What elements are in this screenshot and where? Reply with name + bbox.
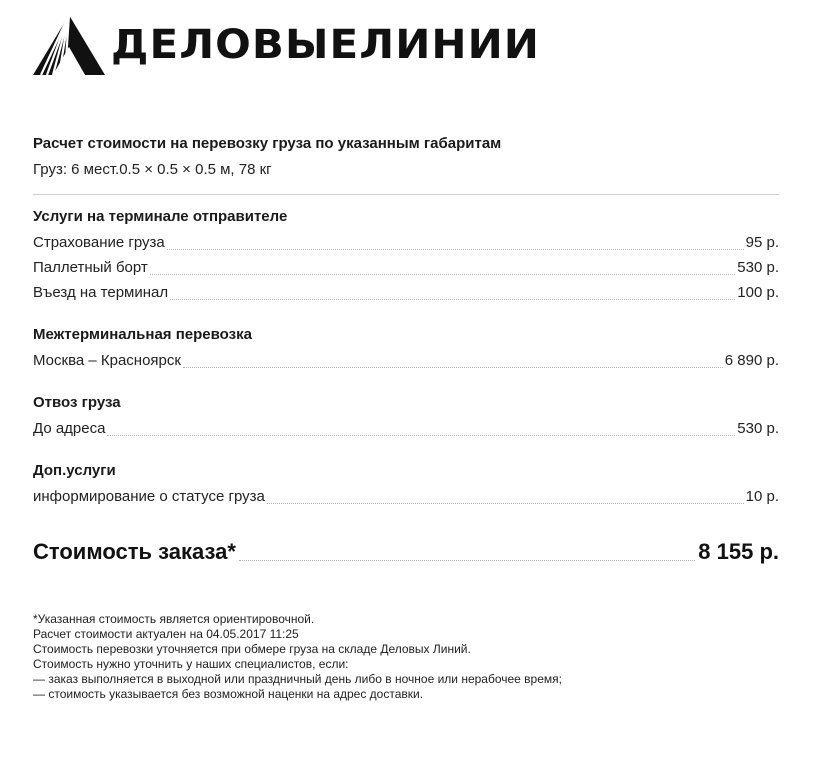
cost-row-terminal-entry: [33, 280, 779, 305]
cost-value: 530 р.: [737, 259, 779, 276]
section-sender-terminal: [33, 207, 779, 305]
cost-label: Страхование груза: [33, 234, 165, 251]
section-title: Доп.услуги: [33, 462, 116, 479]
section-title: Межтерминальная перевозка: [33, 326, 252, 343]
dotted-leader: [239, 559, 695, 561]
cost-row-insurance: [33, 230, 779, 255]
section-delivery: [33, 393, 779, 441]
footnote-line: — стоимость указывается без возможной наценки на адрес доставки.: [33, 687, 424, 701]
cost-row-route: [33, 348, 779, 373]
cargo-description: Груз: 6 мест.0.5 × 0.5 × 0.5 м, 78 кг: [33, 161, 272, 178]
footnotes: [33, 612, 779, 702]
cost-label: До адреса: [33, 420, 106, 437]
dotted-leader: [267, 502, 744, 504]
cost-label: Въезд на терминал: [33, 284, 169, 301]
document-header: [33, 134, 779, 180]
dotted-leader: [150, 273, 736, 275]
order-total: [33, 535, 779, 565]
footnote-line: *Указанная стоимость является ориентировочной.: [33, 612, 315, 626]
logo-wordmark: ДЕЛОВЫЕЛИНИИ: [111, 22, 540, 68]
cost-label: Паллетный борт: [33, 259, 148, 276]
section-title: Услуги на терминале отправителе: [33, 208, 288, 225]
cost-row-status-notification: [33, 484, 779, 509]
total-label: Стоимость заказа*: [33, 539, 236, 564]
document-title: Расчет стоимости на перевозку груза по указанным габаритам: [33, 135, 502, 152]
cost-value: 6 890 р.: [724, 352, 779, 369]
footnote-line: — заказ выполняется в выходной или праздничный день либо в ночное или нерабочее время;: [33, 672, 562, 686]
total-value: 8 155 р.: [698, 539, 779, 564]
cost-value: 530 р.: [737, 420, 779, 437]
section-extra-services: [33, 461, 779, 509]
dotted-leader: [107, 434, 735, 436]
logo-mark-icon: [33, 15, 105, 75]
dotted-leader: [167, 248, 744, 250]
cost-row-pallet-board: [33, 255, 779, 280]
cost-row-to-address: [33, 416, 779, 441]
cost-sections: [33, 207, 779, 529]
cost-value: 100 р.: [737, 284, 779, 301]
dotted-leader: [170, 298, 735, 300]
cost-label: Москва – Красноярск: [33, 352, 181, 369]
footnote-line: Расчет стоимости актуален на 04.05.2017 11:25: [33, 627, 299, 641]
section-interterminal: [33, 325, 779, 373]
cost-label: информирование о статусе груза: [33, 488, 265, 505]
header-divider: [33, 194, 779, 195]
cost-value: 95 р.: [745, 234, 779, 251]
footnote-line: Стоимость нужно уточнить у наших специалистов, если:: [33, 657, 349, 671]
section-title: Отвоз груза: [33, 394, 121, 411]
cost-value: 10 р.: [745, 488, 779, 505]
dotted-leader: [183, 366, 723, 368]
footnote-line: Стоимость перевозки уточняется при обмере груза на складе Деловых Линий.: [33, 642, 471, 656]
company-logo: [33, 14, 540, 76]
